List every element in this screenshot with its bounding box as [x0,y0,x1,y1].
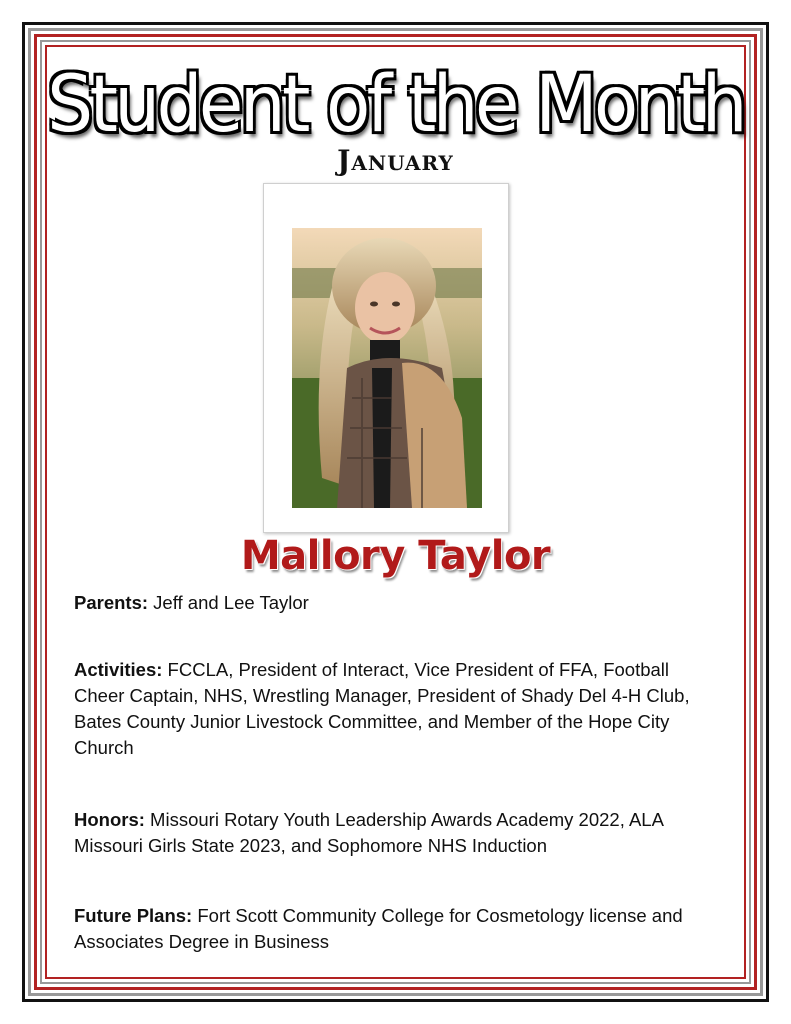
future-plans-label: Future Plans: [74,905,193,926]
student-photo [292,228,482,508]
parents-label: Parents: [74,592,149,613]
future-plans-text: Fort Scott Community College for Cosmetology license and Associates Degree in Business [74,905,683,952]
parents-section [74,590,724,616]
honors-section [74,807,724,859]
activities-section [74,657,724,761]
activities-label: Activities: [74,659,163,680]
activities-text: FCCLA, President of Interact, Vice President of FFA, Football Cheer Captain, NHS, Wrestling Manager, President of Shady Del 4-H Club, Bates County Junior Livestock Committee, and Member of the Hope City Church [74,659,690,758]
student-name: Mallory Taylor [240,533,551,579]
honors-text: Missouri Rotary Youth Leadership Awards Academy 2022, ALA Missouri Girls State 2023, and Sophomore NHS Induction [74,809,663,856]
month-label: January [337,144,454,177]
page-title: Student of the Month [47,60,744,150]
parents-text: Jeff and Lee Taylor [148,592,309,613]
honors-label: Honors: [74,809,145,830]
future-plans-section [74,903,724,955]
photo-frame [263,183,509,533]
student-photo-illustration [292,228,482,508]
